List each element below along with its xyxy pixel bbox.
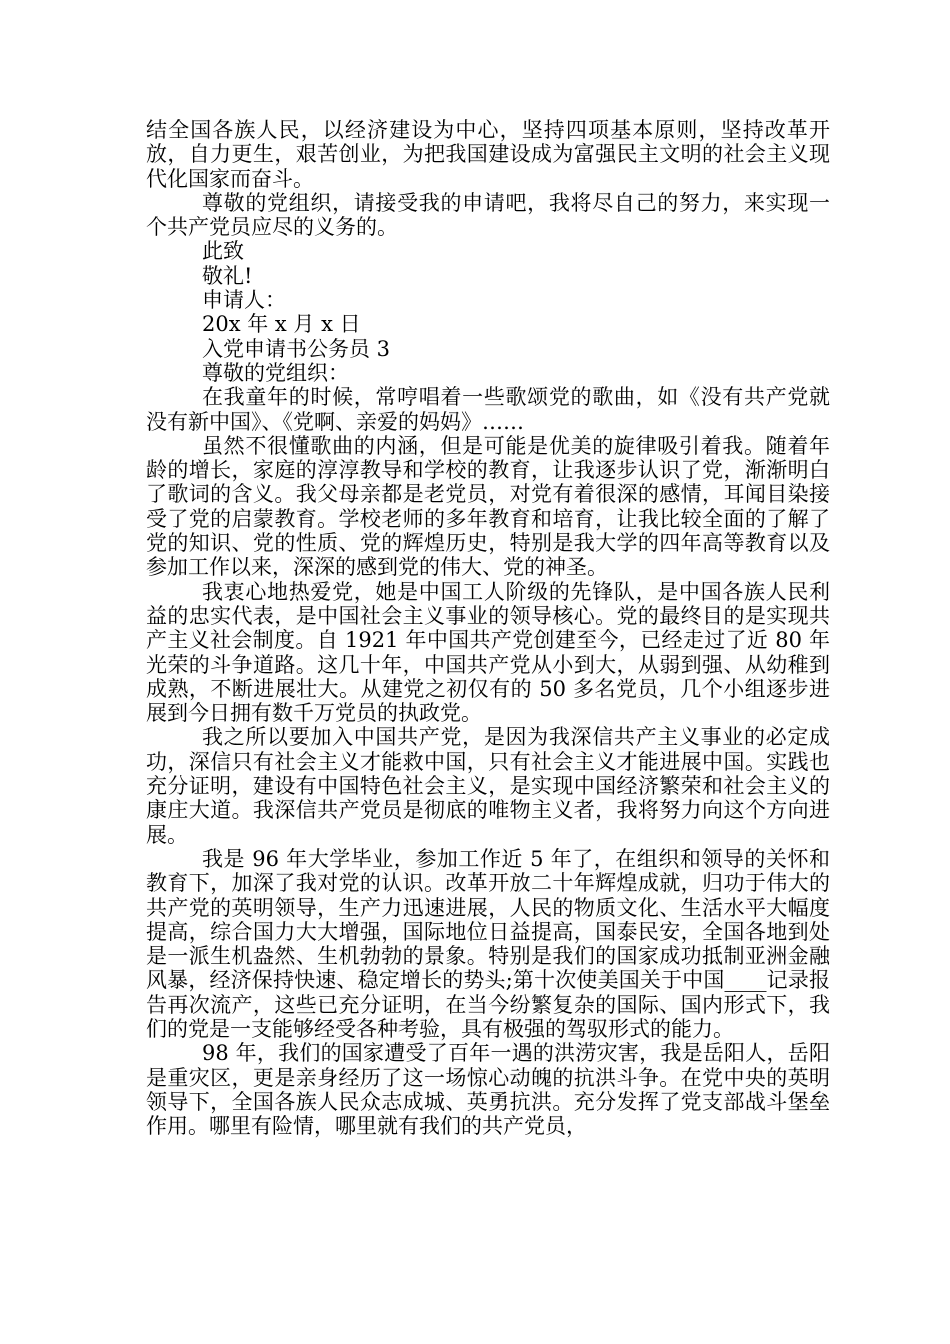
paragraph-childhood: 在我童年的时候，常哼唱着一些歌颂党的歌曲，如《没有共产党就没有新中国》、《党啊、亲爱的妈妈》…… bbox=[146, 385, 830, 434]
date-line: 20x 年 x 月 x 日 bbox=[202, 312, 361, 337]
greeting: 尊敬的党组织： bbox=[202, 360, 349, 385]
document-body bbox=[146, 118, 830, 1138]
paragraph-love-party: 我衷心地热爱党，她是中国工人阶级的先锋队，是中国各族人民利益的忠实代表，是中国社会主义事业的领导核心。党的最终目的是实现共产主义社会制度。自 1921 年中国共产党创建至今，已经走过了近 80 年光荣的斗争道路。这几十年，中国共产党从小到大，从弱到强、从幼稚到成熟，不断进展壮大。从建党之初仅有的 50 多名党员，几个小组逐步进展到今日拥有数千万党员的执政党。 bbox=[146, 579, 830, 726]
paragraph-closing-sentence: 结全国各族人民，以经济建设为中心，坚持四项基本原则，坚持改革开放，自力更生，艰苦创业，为把我国建设成为富强民主文明的社会主义现代化国家而奋斗。 bbox=[146, 118, 830, 191]
paragraph-request: 尊敬的党组织，请接受我的申请吧，我将尽自己的努力，来实现一个共产党员应尽的义务的。 bbox=[146, 190, 830, 240]
salutation-jingli: 敬礼! bbox=[202, 263, 253, 288]
paragraph-work: 我是 96 年大学毕业，参加工作近 5 年了，在组织和领导的关怀和教育下，加深了我对党的认识。改革开放二十年辉煌成就，归功于伟大的共产党的英明领导，生产力迅速进展，人民的物质文化、生活水平大幅度提高，综合国力大大增强，国际地位日益提高，国泰民安，全国各地到处是一派生机盎然、生机勃勃的景象。特别是我们的国家成功抵制亚洲金融风暴，经济保持快速、稳定增长的势头;第十次使美国关于中国____记录报告再次流产，这些已充分证明，在当今纷繁复杂的国际、国内形式下，我们的党是一支能够经受各种考验，具有极强的驾驭形式的能力。 bbox=[146, 846, 830, 1041]
section-heading: 入党申请书公务员 3 bbox=[202, 336, 391, 361]
paragraph-growth: 虽然不很懂歌曲的内涵，但是可能是优美的旋律吸引着我。随着年龄的增长，家庭的淳淳教导和学校的教育，让我逐步认识了党，渐渐明白了歌词的含义。我父母亲都是老党员，对党有着很深的感情，耳闻目染接受了党的启蒙教育。学校老师的多年教育和培育，让我比较全面的了解了党的知识、党的性质、党的辉煌历史，特别是我大学的四年高等教育以及参加工作以来，深深的感到党的伟大、党的神圣。 bbox=[146, 433, 830, 580]
paragraph-reason: 我之所以要加入中国共产党，是因为我深信共产主义事业的必定成功，深信只有社会主义才能救中国，只有社会主义才能进展中国。实践也充分证明，建设有中国特色社会主义，是实现中国经济繁荣和社会主义的康庄大道。我深信共产党员是彻底的唯物主义者，我将努力向这个方向进展。 bbox=[146, 725, 830, 847]
applicant-label: 申请人： bbox=[202, 288, 286, 313]
salutation-cizhi: 此致 bbox=[202, 239, 244, 264]
paragraph-flood: 98 年，我们的国家遭受了百年一遇的洪涝灾害，我是岳阳人，岳阳是重灾区，更是亲身经历了这一场惊心动魄的抗洪斗争。在党中央的英明领导下，全国各族人民众志成城、英勇抗洪。充分发挥了党支部战斗堡垒作用。哪里有险情，哪里就有我们的共产党员， bbox=[146, 1041, 830, 1139]
